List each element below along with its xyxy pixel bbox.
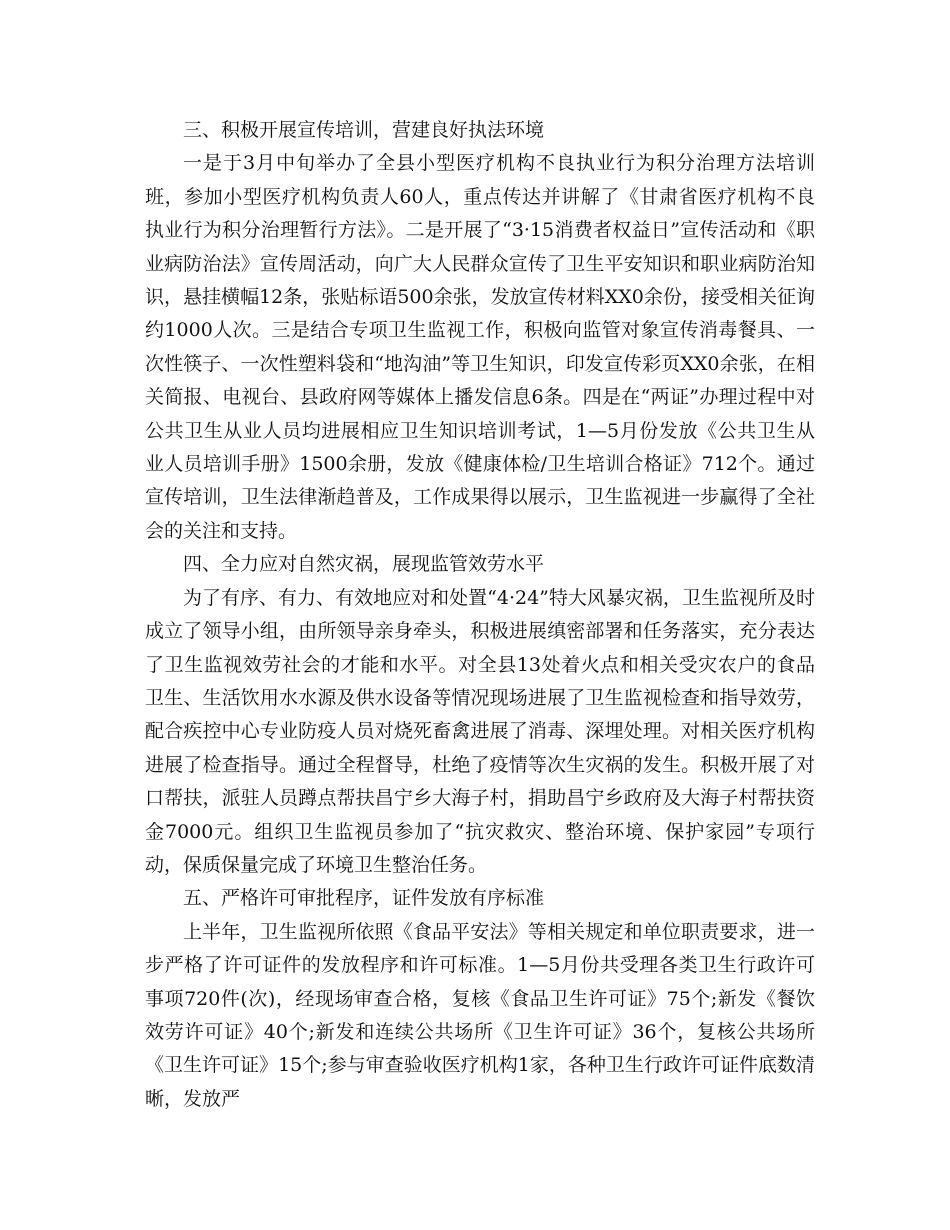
section-heading-license-approval: 五、严格许可审批程序，证件发放有序标准 — [183, 887, 545, 910]
paragraph-license-approval: 上半年，卫生监视所依照《食品平安法》等相关规定和单位职责要求，进一步严格了许可证件的发放程序和许可标准。1—5月份共受理各类卫生行政许可事项720件(次)，经现场审查合格，复核《食品卫生许可证》75个;新发《餐饮效劳许可证》40个;新发和连续公共场所《卫生许可证》36个，复核公共场所《卫生许可证》15个;参与审查验收医疗机构1家，各种卫生行政许可证件底数清晰，发放严 — [145, 920, 815, 1110]
section-heading-publicity-training: 三、积极开展宣传培训，营建良好执法环境 — [183, 119, 545, 141]
paragraph-publicity-training: 一是于3月中旬举办了全县小型医疗机构不良执业行为积分治理方法培训班，参加小型医疗机构负责人60人，重点传达并讲解了《甘肃省医疗机构不良执业行为积分治理暂行方法》。二是开展了“3·15消费者权益日”宣传活动和《职业病防治法》宣传周活动，向广大人民群众宣传了卫生平安知识和职业病防治知识，悬挂横幅12条，张贴标语500余张，发放宣传材料XX0余份，接受相关征询约1000人次。三是结合专项卫生监视工作，积极向监管对象宣传消毒餐具、一次性筷子、一次性塑料袋和“地沟油”等卫生知识，印发宣传彩页XX0余张，在相关简报、电视台、县政府网等媒体上播发信息6条。四是在“两证”办理过程中对公共卫生从业人员均进展相应卫生知识培训考试，1—5月份发放《公共卫生从业人员培训手册》1500余册，发放《健康体检/卫生培训合格证》712个。通过宣传培训，卫生法律渐趋普及，工作成果得以展示，卫生监视进一步赢得了全社会的关注和支持。 — [145, 152, 815, 542]
section-heading-disaster-response: 四、全力应对自然灾祸，展现监管效劳水平 — [183, 553, 545, 576]
paragraph-disaster-response: 为了有序、有力、有效地应对和处置“4·24”特大风暴灾祸，卫生监视所及时成立了领导小组，由所领导亲身牵头，积极进展缜密部署和任务落实，充分表达了卫生监视效劳社会的才能和水平。对全县13处着火点和相关受灾农户的食品卫生、生活饮用水水源及供水设备等情况现场进展了卫生监视检查和指导效劳，配合疾控中心专业防疫人员对烧死畜禽进展了消毒、深埋处理。对相关医疗机构进展了检查指导。通过全程督导，杜绝了疫情等次生灾祸的发生。积极开展了对口帮扶，派驻人员蹲点帮扶昌宁乡大海子村，捐助昌宁乡政府及大海子村帮扶资金7000元。组织卫生监视员参加了“抗灾救灾、整治环境、保护家园”专项行动，保质保量完成了环境卫生整治任务。 — [145, 586, 815, 876]
document-body — [145, 114, 815, 1116]
